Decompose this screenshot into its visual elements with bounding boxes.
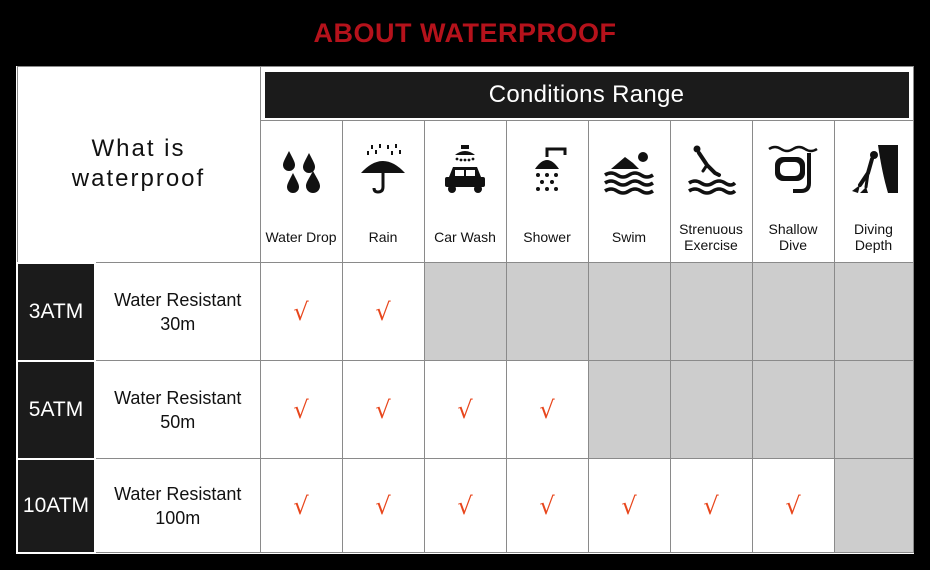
- unsupported-cell: [752, 263, 834, 361]
- condition-car-wash: [424, 121, 506, 263]
- check-mark-icon: √: [375, 491, 391, 520]
- condition-label: Car Wash: [434, 229, 496, 245]
- check-mark-icon: √: [293, 297, 309, 326]
- swimmer-icon: [603, 143, 655, 195]
- unsupported-cell: [834, 263, 913, 361]
- condition-label: Shower: [523, 229, 571, 245]
- condition-label: Swim: [611, 229, 647, 245]
- atm-rating: 10ATM: [17, 459, 95, 553]
- supported-cell: [506, 459, 588, 553]
- condition-swim: [588, 121, 670, 263]
- check-mark-icon: √: [539, 395, 555, 424]
- supported-cell: [260, 361, 342, 459]
- resistance-label: Water Resistant: [114, 483, 242, 504]
- check-mark-icon: √: [785, 491, 801, 520]
- supported-cell: [342, 459, 424, 553]
- supported-cell: [752, 459, 834, 553]
- scuba-diver-icon: [848, 143, 900, 195]
- water-drop-icon-wrap: [261, 121, 342, 217]
- conditions-range-header: [260, 67, 913, 121]
- atm-rating: 5ATM: [17, 361, 95, 459]
- snorkel-mask-icon-wrap: [753, 121, 834, 217]
- unsupported-cell: [670, 263, 752, 361]
- resistance-cell: [95, 459, 260, 553]
- supported-cell: [588, 459, 670, 553]
- resistance-label: Water Resistant: [114, 289, 242, 310]
- supported-cell: [424, 459, 506, 553]
- supported-cell: [506, 361, 588, 459]
- unsupported-cell: [588, 263, 670, 361]
- check-mark-icon: √: [457, 491, 473, 520]
- umbrella-rain-icon: [357, 143, 409, 195]
- resistance-depth: 30m: [160, 313, 196, 334]
- table-row: [17, 361, 913, 459]
- unsupported-cell: [670, 361, 752, 459]
- supported-cell: [670, 459, 752, 553]
- table-row: [17, 263, 913, 361]
- resistance-label: Water Resistant: [114, 387, 242, 408]
- conditions-range-title: Conditions Range: [265, 72, 909, 118]
- check-mark-icon: √: [539, 491, 555, 520]
- page-title: ABOUT WATERPROOF: [313, 18, 617, 48]
- what-is-waterproof-cell: [17, 67, 260, 263]
- resistance-cell: [95, 263, 260, 361]
- car-wash-icon: [439, 143, 491, 195]
- waterproof-table: [16, 66, 914, 554]
- unsupported-cell: [752, 361, 834, 459]
- condition-label: Water Drop: [265, 229, 337, 245]
- check-mark-icon: √: [703, 491, 719, 520]
- umbrella-rain-icon-wrap: [343, 121, 424, 217]
- waterproof-line: waterproof: [71, 165, 206, 193]
- unsupported-cell: [588, 361, 670, 459]
- condition-label: Shallow Dive: [768, 221, 818, 253]
- snorkel-mask-icon: [767, 143, 819, 195]
- check-mark-icon: √: [293, 491, 309, 520]
- condition-water-drop: [260, 121, 342, 263]
- swimmer-icon-wrap: [589, 121, 670, 217]
- water-drop-icon: [275, 143, 327, 195]
- condition-strenuous-exercise: [670, 121, 752, 263]
- supported-cell: [342, 263, 424, 361]
- condition-label: Strenuous Exercise: [679, 221, 743, 253]
- check-mark-icon: √: [375, 297, 391, 326]
- condition-rain: [342, 121, 424, 263]
- unsupported-cell: [834, 361, 913, 459]
- check-mark-icon: √: [621, 491, 637, 520]
- supported-cell: [424, 361, 506, 459]
- supported-cell: [260, 263, 342, 361]
- car-wash-icon-wrap: [425, 121, 506, 217]
- condition-shallow-dive: [752, 121, 834, 263]
- resistance-cell: [95, 361, 260, 459]
- diver-jump-icon: [685, 143, 737, 195]
- check-mark-icon: √: [293, 395, 309, 424]
- check-mark-icon: √: [457, 395, 473, 424]
- condition-diving-depth: [834, 121, 913, 263]
- table-row: [17, 459, 913, 553]
- condition-shower: [506, 121, 588, 263]
- condition-label: Rain: [368, 229, 398, 245]
- unsupported-cell: [506, 263, 588, 361]
- what-is-line: What is: [91, 135, 186, 163]
- unsupported-cell: [424, 263, 506, 361]
- check-mark-icon: √: [375, 395, 391, 424]
- atm-rating: 3ATM: [17, 263, 95, 361]
- supported-cell: [260, 459, 342, 553]
- resistance-depth: 100m: [155, 507, 201, 528]
- condition-label: Diving Depth: [854, 221, 893, 253]
- unsupported-cell: [834, 459, 913, 553]
- resistance-depth: 50m: [160, 411, 196, 432]
- shower-icon: [521, 143, 573, 195]
- shower-icon-wrap: [507, 121, 588, 217]
- scuba-diver-icon-wrap: [835, 121, 913, 217]
- diver-jump-icon-wrap: [671, 121, 752, 217]
- supported-cell: [342, 361, 424, 459]
